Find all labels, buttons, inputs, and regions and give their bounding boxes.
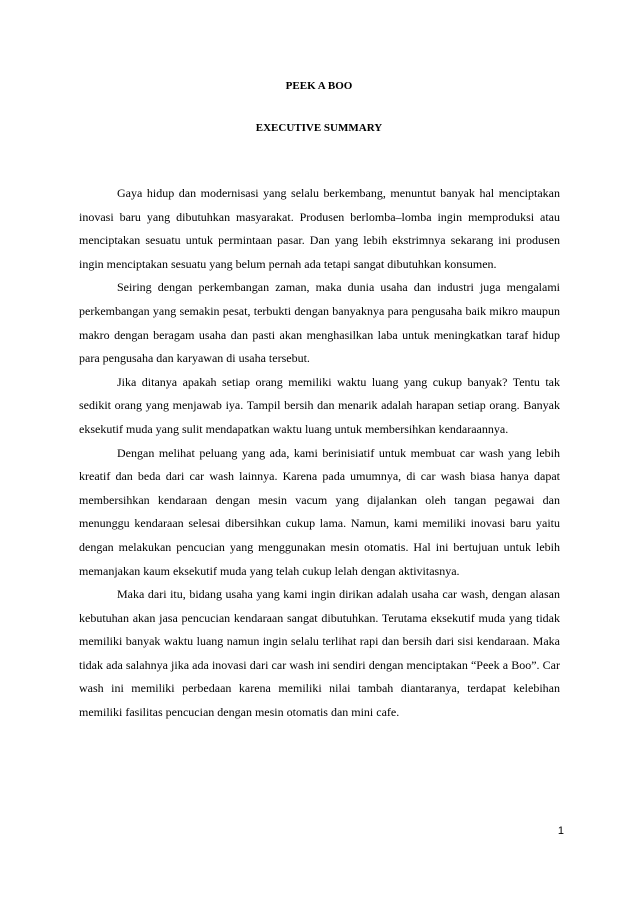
document-title: PEEK A BOO bbox=[285, 80, 353, 92]
paragraph: Gaya hidup dan modernisasi yang selalu berkembang, menuntut banyak hal menciptakan inovasi baru yang dibutuhkan masyarakat. Produsen berlomba–lomba ingin memproduksi atau menciptakan sesuatu untuk permintaan pasar. Dan yang lebih ekstrimnya sekarang ini produsen ingin menciptakan sesuatu yang belum pernah ada tetapi sangat dibutuhkan konsumen. bbox=[79, 186, 560, 271]
section-heading: EXECUTIVE SUMMARY bbox=[255, 122, 383, 134]
page-number: 1 bbox=[557, 825, 564, 837]
body-text bbox=[79, 182, 560, 725]
paragraph: Jika ditanya apakah setiap orang memiliki waktu luang yang cukup banyak? Tentu tak sedikit orang yang menjawab iya. Tampil bersih dan menarik adalah harapan setiap orang. Banyak eksekutif muda yang sulit mendapatkan waktu luang untuk membersihkan kendaraannya. bbox=[79, 374, 560, 436]
paragraph: Seiring dengan perkembangan zaman, maka dunia usaha dan industri juga mengalami perkembangan yang semakin pesat, terbukti dengan banyaknya para pengusaha baik mikro maupun makro dengan beragam usaha dan pasti akan menghasilkan laba untuk meningkatkan taraf hidup para pengusaha dan karyawan di usaha tersebut. bbox=[79, 280, 560, 366]
paragraph: Maka dari itu, bidang usaha yang kami ingin dirikan adalah usaha car wash, dengan alasan kebutuhan akan jasa pencucian kendaraan sangat dibutuhkan. Terutama eksekutif muda yang tidak memiliki banyak waktu luang namun ingin selalu terlihat rapi dan bersih dari sisi kendaraan. Maka tidak ada salahnya jika ada inovasi dari car wash ini sendiri dengan menciptakan “Peek a Boo”. Car wash ini memiliki perbedaan karena memiliki nilai tambah diantaranya, terdapat kelebihan memiliki fasilitas pencucian dengan mesin otomatis dan mini cafe. bbox=[79, 587, 560, 720]
paragraph: Dengan melihat peluang yang ada, kami berinisiatif untuk membuat car wash yang lebih kreatif dan beda dari car wash lainnya. Karena pada umumnya, di car wash biasa hanya dapat membersihkan kendaraan dengan mesin vacum yang dijalankan oleh tangan pegawai dan menunggu kendaraan selesai dibersihkan cukup lama. Namun, kami memiliki inovasi baru yaitu dengan melakukan pencucian yang menggunakan mesin otomatis. Hal ini bertujuan untuk lebih memanjakan kaum eksekutif muda yang telah cukup lelah dengan aktivitasnya. bbox=[79, 445, 560, 578]
